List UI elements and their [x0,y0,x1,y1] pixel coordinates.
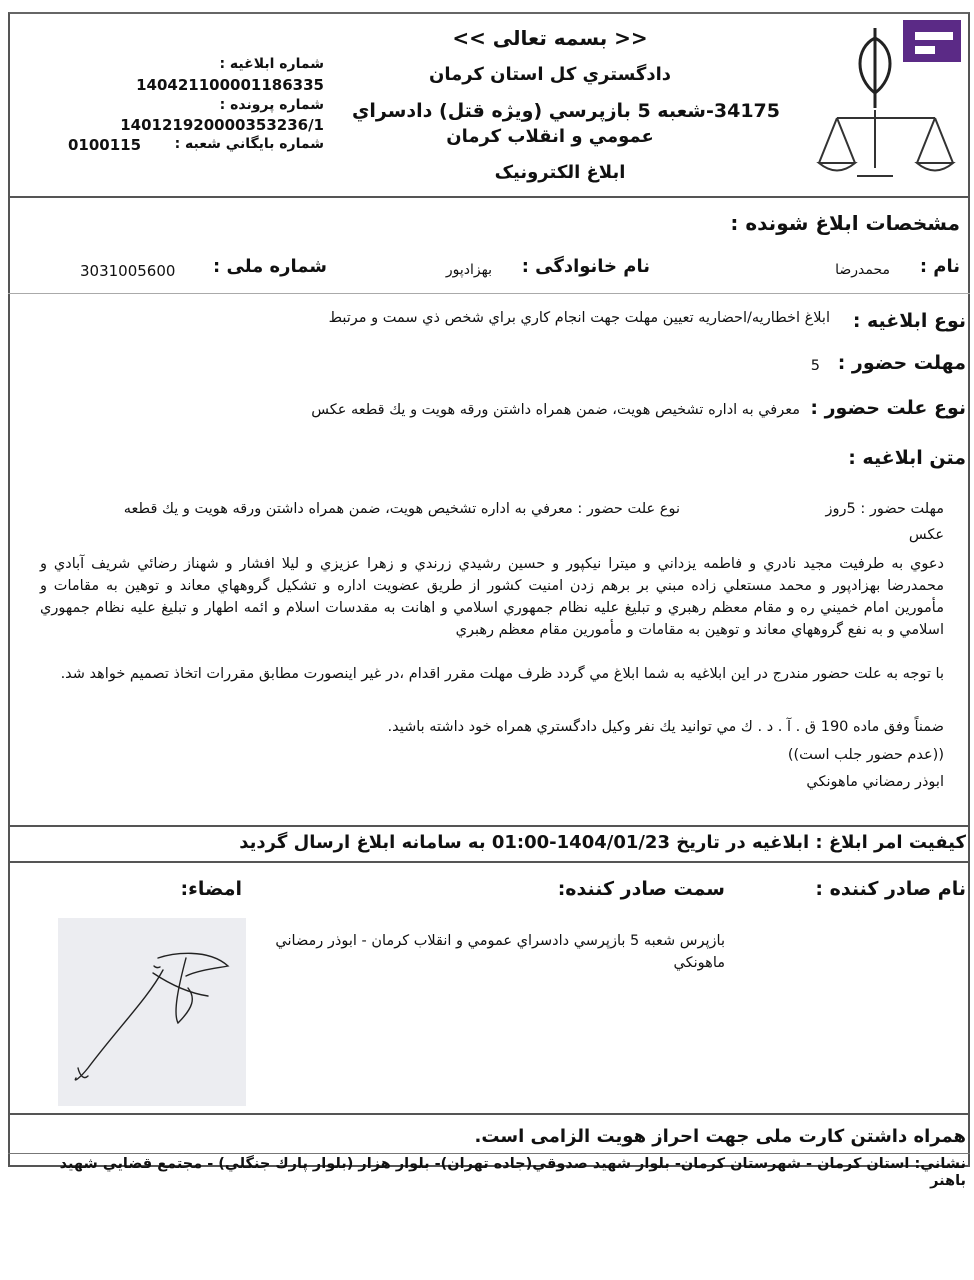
signature-image [58,918,246,1106]
name-label: نام : [919,256,960,277]
reason-value: معرفي به اداره تشخيص هويت، ضمن همراه داشتن ورقه هويت و يك قطعه عكس [311,402,800,418]
name-value: محمدرضا [835,262,890,278]
notice-number: 140421100001186335 [136,76,324,94]
issuer-position-label: سمت صادر كننده: [557,878,725,900]
body-paragraph-2: با توجه به علت حضور مندرج در اين ابلاغيه به شما ابلاغ مي گردد ظرف مهلت مقرر اقدام ،در غير اينصورت مطابق مقررات اتخاذ تصميم خواهد شد. [60,666,944,682]
body-paragraph-4: ((عدم حضور جلب است)) [787,747,944,763]
archive-label: شماره بايگاني شعبه : [174,136,324,152]
notice-number-label: شماره ابلاغيه : [219,56,324,72]
deadline-label: مهلت حضور : [837,352,966,374]
id-requirement-notice: همراه داشتن كارت ملی جهت احراز هويت الزامی است. [474,1126,966,1147]
type-value: ابلاغ اخطاريه/احضاريه تعيين مهلت جهت انجام كاري براي شخص ذي سمت و مرتبط [328,310,830,326]
family-value: بهزادپور [445,262,492,278]
branch-name: 34175-شعبه 5 بازپرسي (ويژه قتل) دادسراي [351,100,780,122]
issuer-position-value: بازپرس شعبه 5 بازپرسي دادسراي عمومي و انقلاب كرمان - ابوذر رمضاني ماهونكي [275,933,725,971]
delivery-status: كيفيت امر ابلاغ : ابلاغيه در تاريخ 1404/01/23-01:00 به سامانه ابلاغ ارسال گرديد [239,832,966,853]
deadline-value: 5 [810,358,820,374]
issuer-name-label: نام صادر كننده : [815,878,966,900]
divider [8,293,970,294]
court-name: دادگستري كل استان كرمان [428,64,672,85]
bismillah: << بسمه تعالی >> [452,26,648,50]
signature-label: امضاء: [180,878,242,900]
body-paragraph-3: ضمناً وفق ماده 190 ق . آ . د . ك مي توانيد يك نفر وكيل دادگستري همراه خود داشته باشيد. [387,719,944,735]
court-address: نشاني: استان كرمان - شهرستان كرمان- بلوار شهيد صدوقي(جاده تهران)- بلوار هزار (بلوار پارك جنگلي) - مجتمع قضايي شهيد باهنر [59,1156,966,1189]
divider [8,196,970,198]
type-label: نوع ابلاغيه : [852,310,966,332]
reason-label: نوع علت حضور : [810,397,966,419]
body-reason: نوع علت حضور : معرفي به اداره تشخيص هويت، ضمن همراه داشتن ورقه هويت و يك قطعه [123,501,680,517]
file-number-label: شماره پرونده : [219,97,324,113]
family-label: نام خانوادگی : [521,256,650,277]
body-paragraph: دعوي به طرفيت مجيد نادري و فاطمه يزداني و ميترا نيكپور و حسين رشيدي زرندي و زهرا عزيزي و ليلا افشار و شهناز رضائي شريف آبادي و محمدرضا بهزادپور و محمد مستعلي زاده مبني بر برهم زدن امنيت كشور از طريق عضويت اداره و تشكيل گروههاي معاند و توهين به مقامات و مأمورين امام خميني ره و مقام معظم رهبري و تبليغ عليه نظام جمهوري اسلامي و اهانت به مقدسات اسلام و ائمه اطهار و تبليغ عليه نظام جمهوري اسلامي و به نفع گروههاي معاند و توهين به مقامات و مأمورين مقام معظم رهبري [40,556,944,638]
branch-name-line2: عمومي و انقلاب كرمان [446,126,654,147]
body-signer: ابوذر رمضاني ماهونكي [806,774,944,790]
national-id-value: 3031005600 [80,262,176,280]
divider [8,1113,970,1115]
body-reason-cont: عكس [908,527,944,543]
recipient-section-title: مشخصات ابلاغ شونده : [730,211,960,235]
judiciary-emblem-icon [815,18,965,183]
notice-type-title: ابلاغ الكترونيک [494,162,626,183]
body-label: متن ابلاغيه : [848,447,966,469]
divider [8,825,970,827]
file-number: 140121920000353236/1 [120,116,324,134]
body-deadline: مهلت حضور : 5روز [825,501,944,517]
divider [8,861,970,863]
national-id-label: شماره ملی : [213,256,327,277]
divider [8,1153,970,1154]
archive-number: 0100115 [68,136,142,154]
